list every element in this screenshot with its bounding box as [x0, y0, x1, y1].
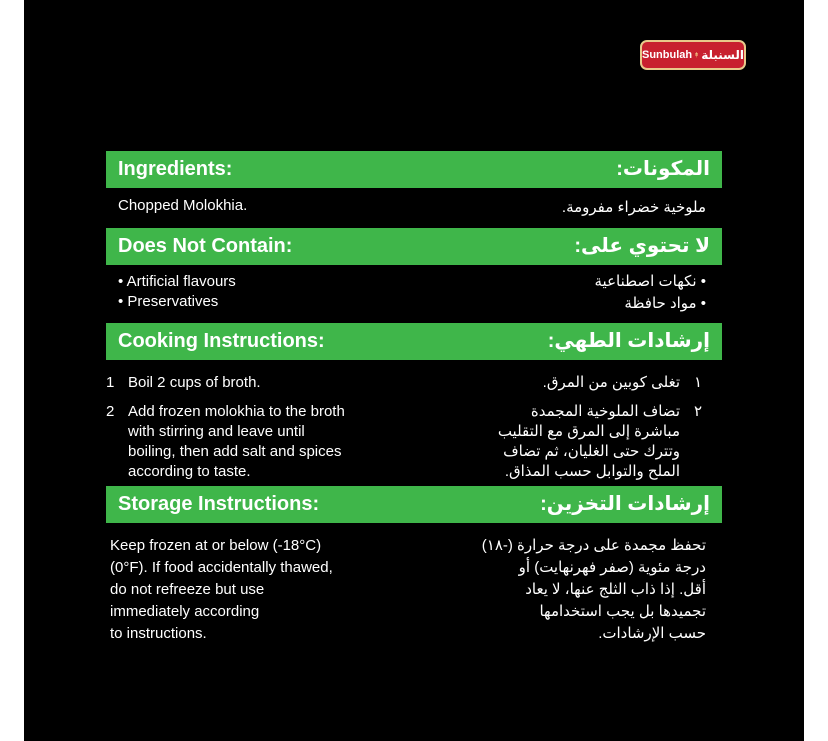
storage-line-ar: درجة مئوية (صفر فهرنهايت) أو — [518, 559, 706, 576]
not-contain-title-en: Does Not Contain: — [118, 235, 293, 257]
step-number-ar: ١ — [693, 374, 702, 391]
brand-name-ar: السنبلة — [701, 48, 744, 62]
not-contain-title-ar: لا تحتوي على: — [574, 235, 710, 257]
not-contain-item-en: • Preservatives — [118, 293, 219, 310]
cooking-title-ar: إرشادات الطهي: — [547, 330, 710, 352]
brand-logo — [640, 40, 746, 70]
cooking-title-en: Cooking Instructions: — [118, 330, 325, 352]
not-contain-header — [106, 228, 722, 265]
step-line-en: Add frozen molokhia to the broth — [128, 403, 345, 420]
step-line-en: Boil 2 cups of broth. — [128, 374, 261, 391]
ingredients-text-en: Chopped Molokhia. — [118, 197, 248, 214]
ingredients-title-ar: المكونات: — [616, 158, 710, 180]
step-line-ar: مباشرة إلى المرق مع التقليب — [497, 423, 680, 440]
storage-title-en: Storage Instructions: — [118, 493, 320, 515]
storage-title-ar: إرشادات التخزين: — [540, 493, 710, 515]
step-line-ar: الملح والتوابل حسب المذاق. — [504, 463, 680, 480]
step-line-ar: تضاف الملوخية المجمدة — [530, 403, 680, 420]
cooking-header — [106, 323, 722, 360]
ingredients-text-ar: ملوخية خضراء مفرومة. — [561, 199, 706, 216]
storage-line-ar: أقل. إذا ذاب الثلج عنها، لا يعاد — [525, 581, 706, 598]
storage-line-en: do not refreeze but use — [110, 581, 265, 598]
not-contain-item-ar: • نكهات اصطناعية — [594, 273, 706, 290]
step-number-en: 1 — [106, 374, 115, 391]
storage-line-ar: تجميدها بل يجب استخدامها — [539, 603, 706, 620]
ingredients-title-en: Ingredients: — [118, 158, 233, 180]
storage-line-en: (0°F). If food accidentally thawed, — [110, 559, 333, 576]
brand-name-en: Sunbulah — [642, 49, 693, 61]
step-number-ar: ٢ — [693, 403, 702, 420]
not-contain-item-en: • Artificial flavours — [118, 273, 236, 290]
step-line-ar: تغلى كوبين من المرق. — [542, 374, 680, 391]
step-line-en: with stirring and leave until — [128, 423, 305, 440]
storage-line-en: immediately according — [110, 603, 260, 620]
wheat-icon — [695, 46, 698, 64]
step-number-en: 2 — [106, 403, 115, 420]
storage-line-en: Keep frozen at or below (-18°C) — [110, 537, 322, 554]
ingredients-header — [106, 151, 722, 188]
storage-line-ar: تحفظ مجمدة على درجة حرارة (-١٨) — [481, 537, 706, 554]
storage-line-ar: حسب الإرشادات. — [598, 625, 706, 642]
step-line-ar: وتترك حتى الغليان، ثم تضاف — [503, 443, 680, 460]
not-contain-item-ar: • مواد حافظة — [624, 295, 706, 312]
step-line-en: according to taste. — [128, 463, 251, 480]
step-line-en: boiling, then add salt and spices — [128, 443, 342, 460]
storage-header — [106, 486, 722, 523]
storage-line-en: to instructions. — [110, 625, 207, 642]
